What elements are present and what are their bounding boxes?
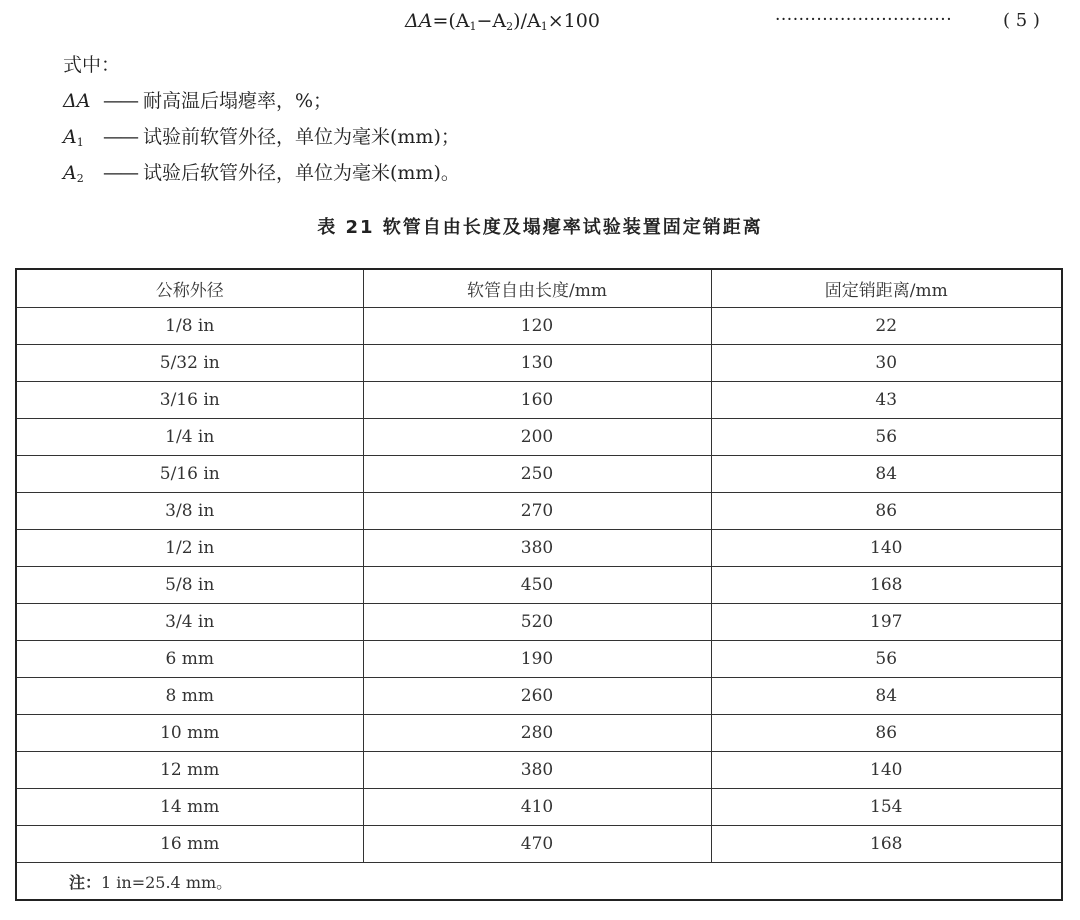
note-label: 注： <box>69 872 102 892</box>
cell-free-length: 200 <box>363 419 711 456</box>
formula-line <box>0 8 1080 38</box>
definition-symbol-sub: 2 <box>76 172 84 185</box>
cell-nominal-diameter: 8 mm <box>16 678 363 715</box>
definition-symbol <box>63 126 103 149</box>
table-row <box>16 752 1062 789</box>
table-row <box>16 789 1062 826</box>
cell-pin-distance: 43 <box>711 382 1062 419</box>
cell-free-length: 280 <box>363 715 711 752</box>
cell-nominal-diameter: 3/8 in <box>16 493 363 530</box>
definition-delta-a <box>63 86 332 113</box>
cell-nominal-diameter: 1/2 in <box>16 530 363 567</box>
table-body <box>16 308 1062 863</box>
formula-leader-dots: ······························ <box>775 10 953 30</box>
table-note <box>16 863 1062 901</box>
table-row <box>16 530 1062 567</box>
cell-free-length: 190 <box>363 641 711 678</box>
cell-pin-distance: 168 <box>711 567 1062 604</box>
table-row <box>16 493 1062 530</box>
cell-pin-distance: 86 <box>711 715 1062 752</box>
cell-free-length: 250 <box>363 456 711 493</box>
cell-free-length: 380 <box>363 530 711 567</box>
cell-free-length: 130 <box>363 345 711 382</box>
data-table <box>15 268 1063 901</box>
definition-symbol-text: ΔA <box>63 90 91 112</box>
table-row <box>16 345 1062 382</box>
definition-text: 耐高温后塌瘪率，%； <box>143 90 333 112</box>
cell-nominal-diameter: 12 mm <box>16 752 363 789</box>
definition-symbol-text: A <box>63 162 77 184</box>
cell-pin-distance: 30 <box>711 345 1062 382</box>
cell-pin-distance: 140 <box>711 752 1062 789</box>
cell-nominal-diameter: 5/8 in <box>16 567 363 604</box>
formula-subscript: 2 <box>506 20 514 33</box>
table-row <box>16 678 1062 715</box>
table-note-row <box>16 863 1062 901</box>
table-container <box>15 268 1061 901</box>
definition-a1 <box>63 122 460 149</box>
cell-nominal-diameter: 1/4 in <box>16 419 363 456</box>
cell-free-length: 120 <box>363 308 711 345</box>
cell-free-length: 450 <box>363 567 711 604</box>
cell-pin-distance: 84 <box>711 456 1062 493</box>
definition-dash: —— <box>103 90 137 112</box>
table-row <box>16 641 1062 678</box>
definition-text: 试验后软管外径，单位为毫米(mm)。 <box>143 162 460 184</box>
formula-symbol-delta-a: ΔA <box>405 10 433 32</box>
cell-pin-distance: 56 <box>711 641 1062 678</box>
cell-nominal-diameter: 10 mm <box>16 715 363 752</box>
column-header-free-length: 软管自由长度/mm <box>363 269 711 308</box>
note-text: 1 in=25.4 mm。 <box>101 872 233 892</box>
table-row <box>16 419 1062 456</box>
definition-symbol-text: A <box>63 126 77 148</box>
table-title: 表 21 软管自由长度及塌瘪率试验装置固定销距离 <box>317 217 763 238</box>
table-row <box>16 456 1062 493</box>
cell-nominal-diameter: 14 mm <box>16 789 363 826</box>
cell-pin-distance: 56 <box>711 419 1062 456</box>
formula-part: )/A <box>513 10 541 32</box>
cell-free-length: 410 <box>363 789 711 826</box>
table-row <box>16 604 1062 641</box>
definition-symbol <box>63 90 103 113</box>
definition-dash: —— <box>103 126 137 148</box>
table-row <box>16 382 1062 419</box>
cell-free-length: 520 <box>363 604 711 641</box>
cell-free-length: 470 <box>363 826 711 863</box>
definition-a2 <box>63 158 460 185</box>
definition-symbol-sub: 1 <box>76 136 84 149</box>
cell-nominal-diameter: 5/32 in <box>16 345 363 382</box>
cell-pin-distance: 197 <box>711 604 1062 641</box>
formula-subscript: 1 <box>469 20 477 33</box>
cell-pin-distance: 22 <box>711 308 1062 345</box>
formula-5 <box>405 10 600 33</box>
cell-pin-distance: 154 <box>711 789 1062 826</box>
table-row <box>16 826 1062 863</box>
table-header-row <box>16 269 1062 308</box>
table-row <box>16 715 1062 752</box>
cell-pin-distance: 84 <box>711 678 1062 715</box>
column-header-nominal-diameter: 公称外径 <box>16 269 363 308</box>
cell-free-length: 260 <box>363 678 711 715</box>
table-row <box>16 308 1062 345</box>
cell-free-length: 380 <box>363 752 711 789</box>
cell-pin-distance: 86 <box>711 493 1062 530</box>
cell-free-length: 270 <box>363 493 711 530</box>
equation-number: ( 5 ) <box>1003 10 1040 31</box>
cell-nominal-diameter: 3/4 in <box>16 604 363 641</box>
formula-part: ×100 <box>547 10 600 32</box>
cell-nominal-diameter: 16 mm <box>16 826 363 863</box>
column-header-pin-distance: 固定销距离/mm <box>711 269 1062 308</box>
formula-part: −A <box>476 10 507 32</box>
table-row <box>16 567 1062 604</box>
cell-nominal-diameter: 6 mm <box>16 641 363 678</box>
cell-pin-distance: 168 <box>711 826 1062 863</box>
cell-nominal-diameter: 3/16 in <box>16 382 363 419</box>
definition-dash: —— <box>103 162 137 184</box>
where-label: 式中： <box>63 54 121 76</box>
cell-free-length: 160 <box>363 382 711 419</box>
formula-part: =(A <box>432 10 470 32</box>
definition-symbol <box>63 162 103 185</box>
formula-subscript: 1 <box>540 20 548 33</box>
cell-nominal-diameter: 1/8 in <box>16 308 363 345</box>
definition-text: 试验前软管外径，单位为毫米(mm)； <box>143 126 460 148</box>
cell-nominal-diameter: 5/16 in <box>16 456 363 493</box>
cell-pin-distance: 140 <box>711 530 1062 567</box>
